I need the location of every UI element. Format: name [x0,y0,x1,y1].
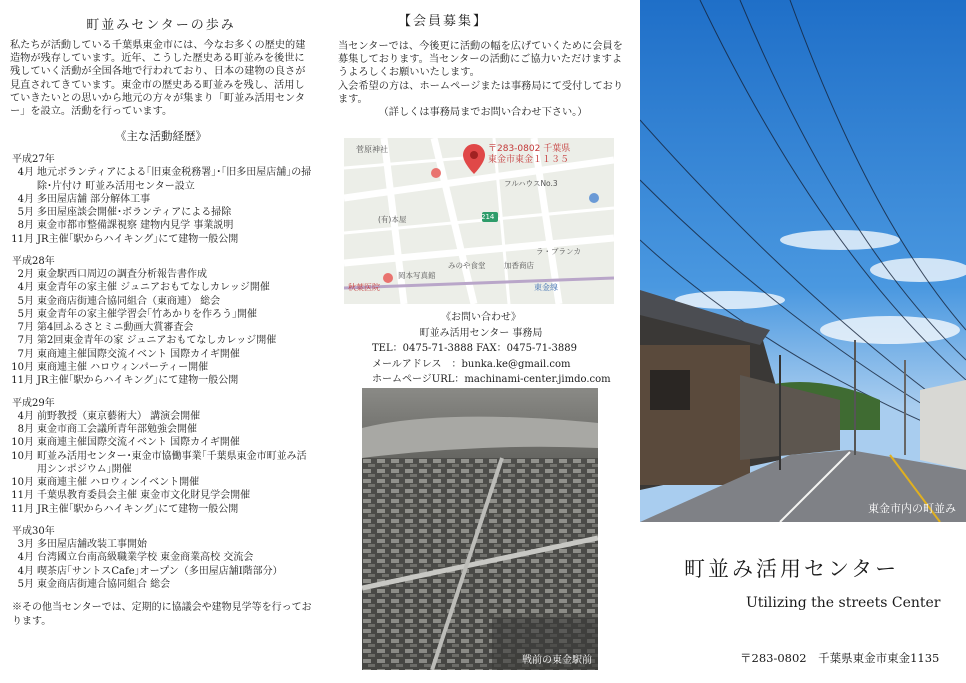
activity-month: 2月 [17,269,34,280]
activity-month: 8月 [17,220,34,232]
activity-month: 4月 [17,193,34,205]
activity-item [10,166,312,193]
map-label: 岡本写真館 [398,271,436,280]
map-label: 菅原神社 [356,145,388,154]
activity-text: 町並み活用センター･東金市協働事業｢千葉県東金市町並み活用シンポジウム｣開催 [37,450,307,475]
activity-month: 5月 [17,295,34,307]
activity-month: 7月 [17,335,34,347]
activity-item [10,551,312,564]
year-heading: 平成27年 [12,154,55,166]
activity-text: 東金青年の家主催 ジュニアおもてなしカレッジ開催 [37,282,270,294]
activity-list [10,150,312,591]
map-label: 加香商店 [504,261,534,270]
map-pin-address: 東金市東金１１３５ [488,155,570,165]
activity-text: 東金駅西口周辺の調査分析報告書作成 [37,269,207,280]
map-label: 秋葉医院 [348,283,380,292]
activity-text: 喫茶店｢サントスCafe｣オープン（多田屋店舗Ⅰ階部分） [37,565,283,577]
activity-text: JR主催｢駅からハイキング｣にて建物一般公開 [37,503,239,515]
map-label: (有)本屋 [378,215,407,224]
activity-item [10,436,312,449]
recruit-body-3: （詳しくは事務局までお問い合わせ下さい。） [378,107,588,119]
activity-month: 11月 [11,375,34,387]
activity-item [10,410,312,423]
activity-month: 5月 [17,207,34,219]
activity-item [10,281,312,294]
activity-month: 11月 [11,490,34,502]
street-photo-graphic [640,0,966,522]
activity-text: 第2回東金青年の家 ジュニアおもてなしカレッジ開催 [37,335,277,347]
activity-month: 10月 [11,450,34,462]
contact-homepage[interactable]: ホームページURL：machinami-center.jimdo.com [372,374,611,385]
activity-item [10,295,312,308]
activity-month: 7月 [17,348,34,360]
history-column [0,0,322,683]
recruit-column [322,0,640,683]
activity-text: 台湾國立台南高級職業学校 東金商業高校 交流会 [37,552,254,564]
activity-text: 多田屋座談会開催･ボランティアによる掃除 [37,207,232,219]
history-note: ※その他当センターでは、定期的に協議会や建物見学等を行っております。 [12,602,312,627]
old-station-photo [362,388,598,670]
activity-item [10,268,312,281]
activity-text: 地元ボランティアによる｢旧東金税務署｣･｢旧多田屋店舗｣の掃除･片付け 町並み活用センター設立 [37,167,312,192]
activity-text: 第4回ふるさとミニ動画大賞審査会 [37,322,194,334]
activity-month: 4月 [17,282,34,294]
activity-month: 4月 [17,552,34,564]
activity-item [10,334,312,347]
activity-item [10,308,312,321]
activity-item [10,476,312,489]
recruit-body-2: 入会希望の方は、ホームページまたは事務局にて受付しております。 [338,80,624,105]
old-photo-caption: 戦前の東金駅前 [522,655,592,666]
street-photo [640,0,966,522]
contact-email[interactable]: メールアドレス ：bunka.ke@gmail.com [372,358,571,370]
history-title: 町並みセンターの歩み [86,18,236,33]
activity-text: 東金市商工会議所青年部勉強会開催 [37,423,197,435]
activity-month: 11月 [11,503,34,515]
brand-english: Utilizing the streets Center [746,595,941,611]
activity-text: 東商連主催 ハロウィンパーティー開催 [37,362,209,374]
activity-text: 多田屋店舗改装工事開始 [37,539,147,551]
recruit-text [338,40,628,119]
activity-month: 8月 [17,423,34,435]
activity-item [10,423,312,436]
activity-text: 東金市都市整備課視察 建物内見学 事業説明 [37,220,234,232]
recruit-title: 【会員募集】 [398,14,489,29]
street-photo-caption: 東金市内の町並み [868,502,956,515]
activity-text: 東金商店街連合協同組合 総会 [37,578,171,590]
route-number: 214 [481,213,495,221]
activity-month: 7月 [17,322,34,334]
contact-org: 町並み活用センター 事務局 [419,327,543,339]
activity-month: 3月 [17,539,34,551]
activity-item [10,374,312,387]
history-intro: 私たちが活動している千葉県東金市には、今なお多くの歴史的建造物が残存しています。近年、こうした歴史ある町並みを後世に残していく活動が全国各地で行われており、日本の建物の良さが見直されてきています。東金市の歴史ある町並みを残し、活用していきたいとの思いから地元の方々が集まり「町並み活用センター」を設立。活動を行っています。 [10,40,306,118]
map-label: ラ・ブランカ [536,247,581,256]
activity-month: 10月 [11,477,34,489]
activity-text: 千葉県教育委員会主催 東金市文化財見学会開催 [37,490,251,502]
map-label: 東金線 [534,283,558,292]
activity-month: 4月 [17,167,34,179]
activity-item [10,206,312,219]
activity-month: 4月 [17,410,34,422]
map-pin-zip: 〒283-0802 千葉県 [488,144,571,154]
activity-item [10,503,312,516]
brand-name: 町並み活用センター [684,557,900,581]
activity-item [10,219,312,232]
activity-text: 東商連主催国際交流イベント 国際カイギ開催 [37,348,240,360]
activity-item [10,233,312,246]
old-photo-graphic [362,388,598,670]
map-label: フルハウスNo.3 [504,179,558,188]
activity-month: 5月 [17,578,34,590]
recruit-body-1: 当センターでは、今後更に活動の幅を広げていくために会員を募集しております。当センターの活動にご協力いただけますようよろしくお願いいたします。 [338,41,623,79]
brand-address: 〒283-0802 千葉県東金市東金1135 [740,651,940,665]
activity-item [10,450,312,477]
map-pin-label [488,144,570,166]
activity-month: 10月 [11,362,34,374]
activity-text: 東商連主催国際交流イベント 国際カイギ開催 [37,437,240,449]
location-map[interactable] [344,138,614,304]
activity-text: 東金商店街連合協同組合（東商連） 総会 [37,295,221,307]
activity-text: 多田屋店舗 部分解体工事 [37,193,151,205]
activity-text: 東金青年の家主催学習会｢竹あかりを作ろう｣開催 [37,308,257,320]
activity-item [10,321,312,334]
contact-tel-fax: TEL：0475-71-3888 FAX：0475-71-3889 [372,343,577,354]
activity-item [10,348,312,361]
activity-month: 10月 [11,437,34,449]
activity-item [10,489,312,502]
activity-item [10,361,312,374]
activity-text: JR主催｢駅からハイキング｣にて建物一般公開 [37,233,239,245]
year-heading: 平成28年 [12,256,55,267]
activity-month: 5月 [17,308,34,320]
activity-month: 4月 [17,565,34,577]
activity-text: 前野教授（東京藝術大） 講演会開催 [37,410,201,422]
activity-text: 東商連主催 ハロウィンイベント開催 [37,477,200,489]
activities-title: 《主な活動経歴》 [115,129,207,144]
activity-item [10,193,312,206]
activity-item [10,565,312,578]
contact-title: 《お問い合わせ》 [441,312,521,323]
cover-column [640,0,966,683]
activity-text: JR主催｢駅からハイキング｣にて建物一般公開 [37,375,239,387]
contact-block [322,310,640,388]
activity-item [10,538,312,551]
activity-item [10,578,312,591]
year-heading: 平成30年 [12,526,55,538]
activity-month: 11月 [11,233,34,245]
year-heading: 平成29年 [12,397,55,409]
map-label: みのや食堂 [448,261,486,270]
